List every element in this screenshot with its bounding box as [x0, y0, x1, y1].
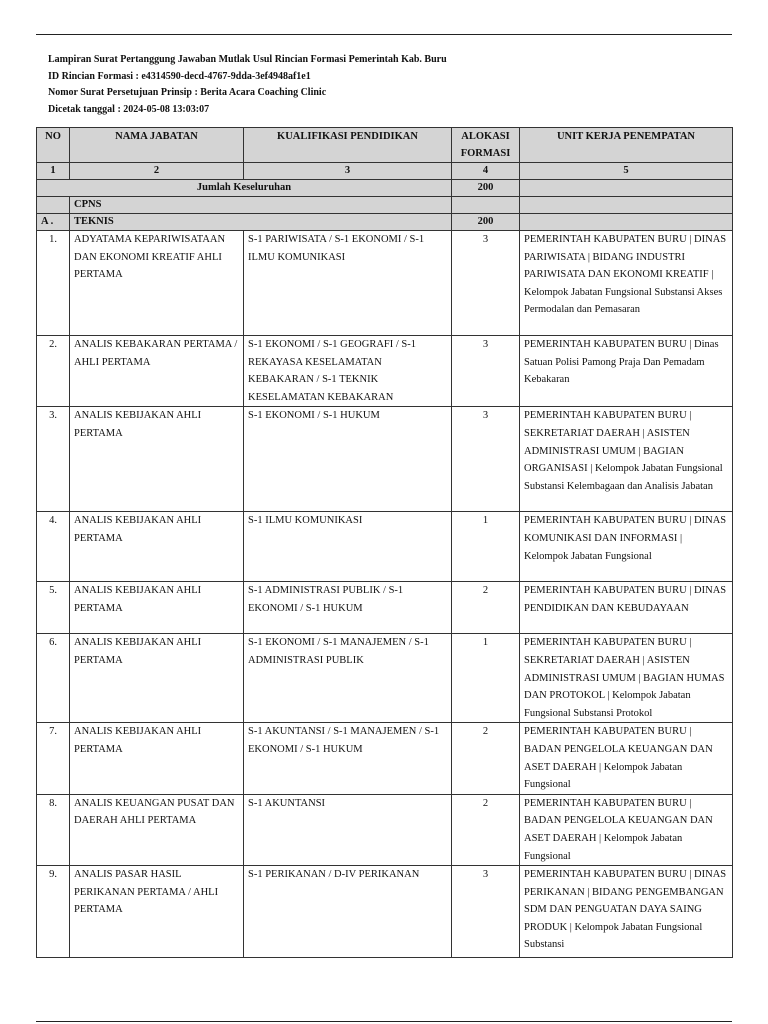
total-value: 200	[452, 180, 520, 197]
row-nama-jabatan: ANALIS KEBIJAKAN AHLI PERTAMA	[70, 407, 244, 512]
row-nama-jabatan: ANALIS KEBAKARAN PERTAMA / AHLI PERTAMA	[70, 336, 244, 407]
row-unit-kerja: PEMERINTAH KABUPATEN BURU | BADAN PENGELOLA KEUANGAN DAN ASET DAERAH | Kelompok Jabatan Fungsional	[520, 723, 733, 794]
header-id: ID Rincian Formasi : e4314590-decd-4767-9dda-3ef4948af1e1	[48, 70, 311, 82]
total-unit-cell	[520, 180, 733, 197]
row-unit-kerja: PEMERINTAH KABUPATEN BURU | SEKRETARIAT DAERAH | ASISTEN ADMINISTRASI UMUM | BAGIAN ORGANISASI | Kelompok Jabatan Fungsional Substansi Kelembagaan dan Analisis Jabatan	[520, 407, 733, 512]
table-row	[37, 336, 733, 407]
table-row	[37, 512, 733, 582]
cpns-unit-cell	[520, 197, 733, 214]
formasi-table	[36, 127, 733, 958]
row-no: 3.	[37, 407, 70, 512]
row-nama-jabatan: ANALIS KEBIJAKAN AHLI PERTAMA	[70, 723, 244, 794]
col-header-no: NO	[37, 128, 70, 163]
row-unit-kerja: PEMERINTAH KABUPATEN BURU | DINAS KOMUNIKASI DAN INFORMASI | Kelompok Jabatan Fungsional	[520, 512, 733, 582]
teknis-unit-cell	[520, 214, 733, 231]
teknis-row	[37, 214, 733, 231]
col-number: 4	[452, 163, 520, 180]
row-unit-kerja: PEMERINTAH KABUPATEN BURU | SEKRETARIAT DAERAH | ASISTEN ADMINISTRASI UMUM | BAGIAN HUMAS DAN PROTOKOL | Kelompok Jabatan Fungsional Substansi Protokol	[520, 634, 733, 723]
table-row	[37, 231, 733, 336]
col-header-unit: UNIT KERJA PENEMPATAN	[520, 128, 733, 163]
row-alokasi: 2	[452, 723, 520, 794]
header-nomor-surat: Nomor Surat Persetujuan Prinsip : Berita Acara Coaching Clinic	[48, 87, 327, 98]
col-number: 3	[244, 163, 452, 180]
row-alokasi: 3	[452, 407, 520, 512]
row-alokasi: 2	[452, 582, 520, 634]
document-header	[48, 52, 447, 118]
row-no: 6.	[37, 634, 70, 723]
table-row	[37, 723, 733, 794]
row-no: 2.	[37, 336, 70, 407]
row-no: 4.	[37, 512, 70, 582]
row-alokasi: 3	[452, 866, 520, 958]
row-nama-jabatan: ANALIS PASAR HASIL PERIKANAN PERTAMA / AHLI PERTAMA	[70, 866, 244, 958]
row-kualifikasi: S-1 PERIKANAN / D-IV PERIKANAN	[244, 866, 452, 958]
teknis-value: 200	[452, 214, 520, 231]
top-rule	[36, 34, 732, 35]
row-alokasi: 3	[452, 336, 520, 407]
cpns-label: CPNS	[70, 197, 452, 214]
row-no: 5.	[37, 582, 70, 634]
row-no: 8.	[37, 794, 70, 865]
row-nama-jabatan: ADYATAMA KEPARIWISATAAN DAN EKONOMI KREATIF AHLI PERTAMA	[70, 231, 244, 336]
cpns-row	[37, 197, 733, 214]
row-alokasi: 3	[452, 231, 520, 336]
column-header-row	[37, 128, 733, 163]
row-nama-jabatan: ANALIS KEUANGAN PUSAT DAN DAERAH AHLI PERTAMA	[70, 794, 244, 865]
row-kualifikasi: S-1 ADMINISTRASI PUBLIK / S-1 EKONOMI / S-1 HUKUM	[244, 582, 452, 634]
row-kualifikasi: S-1 EKONOMI / S-1 MANAJEMEN / S-1 ADMINISTRASI PUBLIK	[244, 634, 452, 723]
table-row	[37, 634, 733, 723]
row-unit-kerja: PEMERINTAH KABUPATEN BURU | DINAS PARIWISATA | BIDANG INDUSTRI PARIWISATA DAN EKONOMI KREATIF | Kelompok Jabatan Fungsional Substansi Akses Permodalan dan Pemasaran	[520, 231, 733, 336]
row-no: 7.	[37, 723, 70, 794]
bottom-rule	[36, 1021, 732, 1022]
table-row	[37, 866, 733, 958]
row-unit-kerja: PEMERINTAH KABUPATEN BURU | BADAN PENGELOLA KEUANGAN DAN ASET DAERAH | Kelompok Jabatan Fungsional	[520, 794, 733, 865]
header-title: Lampiran Surat Pertanggung Jawaban Mutlak Usul Rincian Formasi Pemerintah Kab. Buru	[48, 54, 447, 65]
column-number-row	[37, 163, 733, 180]
cpns-value-cell	[452, 197, 520, 214]
cpns-no-cell	[37, 197, 70, 214]
row-unit-kerja: PEMERINTAH KABUPATEN BURU | DINAS PERIKANAN | BIDANG PENGEMBANGAN SDM DAN PENGUATAN DAYA SAING PRODUK | Kelompok Jabatan Fungsional Substansi	[520, 866, 733, 958]
header-print-date: Dicetak tanggal : 2024-05-08 13:03:07	[48, 103, 210, 115]
table-row	[37, 407, 733, 512]
teknis-no: A .	[37, 214, 70, 231]
col-header-kualifikasi: KUALIFIKASI PENDIDIKAN	[244, 128, 452, 163]
total-row	[37, 180, 733, 197]
teknis-label: TEKNIS	[70, 214, 452, 231]
table-row	[37, 582, 733, 634]
row-nama-jabatan: ANALIS KEBIJAKAN AHLI PERTAMA	[70, 512, 244, 582]
row-kualifikasi: S-1 EKONOMI / S-1 HUKUM	[244, 407, 452, 512]
row-alokasi: 1	[452, 512, 520, 582]
row-kualifikasi: S-1 ILMU KOMUNIKASI	[244, 512, 452, 582]
row-nama-jabatan: ANALIS KEBIJAKAN AHLI PERTAMA	[70, 582, 244, 634]
row-no: 1.	[37, 231, 70, 336]
row-nama-jabatan: ANALIS KEBIJAKAN AHLI PERTAMA	[70, 634, 244, 723]
table-row	[37, 794, 733, 865]
row-alokasi: 1	[452, 634, 520, 723]
row-no: 9.	[37, 866, 70, 958]
total-label: Jumlah Keseluruhan	[37, 180, 452, 197]
row-kualifikasi: S-1 EKONOMI / S-1 GEOGRAFI / S-1 REKAYASA KESELAMATAN KEBAKARAN / S-1 TEKNIK KESELAMATAN KEBAKARAN	[244, 336, 452, 407]
row-unit-kerja: PEMERINTAH KABUPATEN BURU | DINAS PENDIDIKAN DAN KEBUDAYAAN	[520, 582, 733, 634]
row-kualifikasi: S-1 AKUNTANSI / S-1 MANAJEMEN / S-1 EKONOMI / S-1 HUKUM	[244, 723, 452, 794]
col-number: 5	[520, 163, 733, 180]
row-kualifikasi: S-1 AKUNTANSI	[244, 794, 452, 865]
row-unit-kerja: PEMERINTAH KABUPATEN BURU | Dinas Satuan Polisi Pamong Praja Dan Pemadam Kebakaran	[520, 336, 733, 407]
col-header-alokasi: ALOKASI FORMASI	[452, 128, 520, 163]
row-alokasi: 2	[452, 794, 520, 865]
row-kualifikasi: S-1 PARIWISATA / S-1 EKONOMI / S-1 ILMU KOMUNIKASI	[244, 231, 452, 336]
col-number: 2	[70, 163, 244, 180]
col-number: 1	[37, 163, 70, 180]
col-header-nama: NAMA JABATAN	[70, 128, 244, 163]
